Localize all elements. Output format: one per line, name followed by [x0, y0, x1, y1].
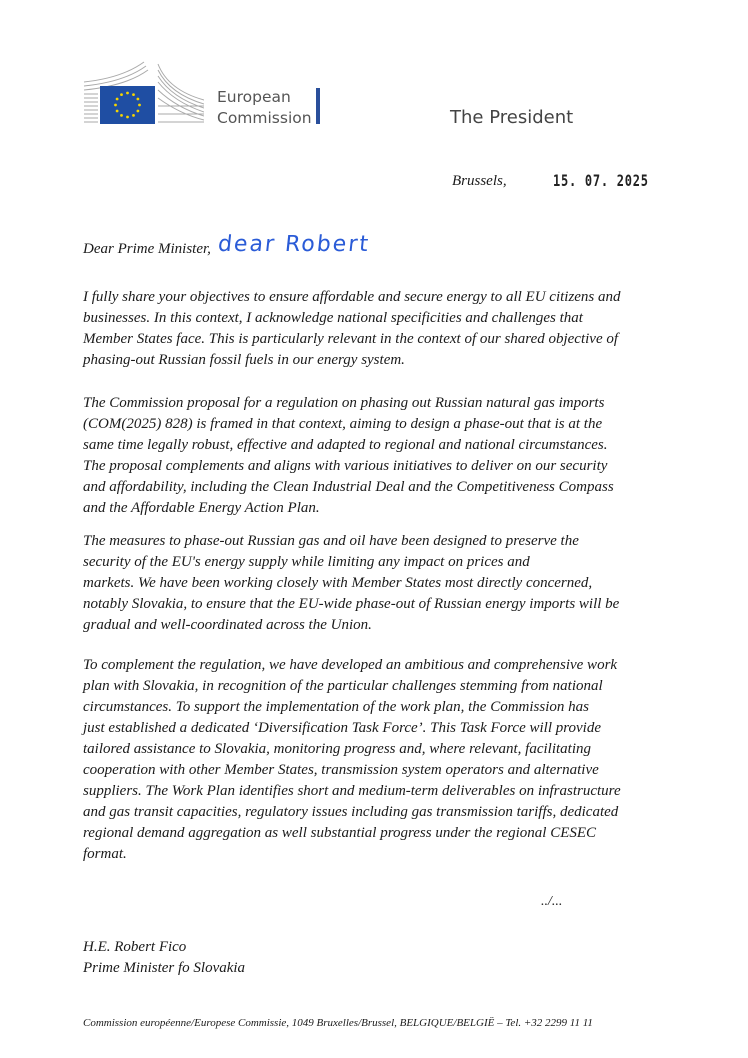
paragraph-4: To complement the regulation, we have developed an ambitious and comprehensive work plan with Slovakia, in recognition of the particular challenges stemming from national circumstances. To support the implementation of the work plan, the Commission has just established a dedicated ‘Diversification Task Force’. This Task Force will provide tailored assistance to Slovakia, monitoring progress and, where relevant, facilitating cooperation with other Member States, transmission system operators and alternative suppliers. The Work Plan identifies short and medium-term deliverables on infrastructure and gas transit capacities, regulatory issues including gas transmission tariffs, dedicated regional demand aggregation as well substantial progress under the regional CESEC format.: [83, 657, 621, 862]
organization-name: European Commission: [217, 88, 312, 127]
addressee-name: H.E. Robert Fico: [83, 939, 187, 955]
paragraph-2: The Commission proposal for a regulation on phasing out Russian natural gas imports (COM(2025) 828) is framed in that context, aiming to design a phase-out that is at the same time legally robust, effective and adapted to regional and national circumstances. The proposal complements and aligns with various initiatives to deliver on our security and affordability, including the Clean Industrial Deal and the Competitiveness Compass and the Affordable Energy Action Plan.: [83, 395, 614, 516]
sender-title: The President: [450, 107, 574, 128]
salutation: Dear Prime Minister,: [83, 241, 211, 257]
addressee: [83, 937, 245, 979]
logo-divider: [316, 88, 320, 124]
handwritten-salutation: dear Robert: [216, 232, 372, 257]
date-stamp: 15. 07. 2025: [553, 171, 649, 190]
paragraph-1: I fully share your objectives to ensure affordable and secure energy to all EU citizens and businesses. In this context, I acknowledge national specificities and challenges that Member States face. This is particularly relevant in the context of our shared objective of phasing-out Russian fossil fuels in our energy system.: [83, 289, 621, 368]
continuation-mark: ../...: [541, 894, 563, 909]
european-commission-logo: [82, 60, 204, 128]
paragraph-3: The measures to phase-out Russian gas and oil have been designed to preserve the security of the EU's energy supply while limiting any impact on prices and markets. We have been working closely with Member States most directly concerned, notably Slovakia, to ensure that the EU-wide phase-out of Russian energy imports will be gradual and well-coordinated across the Union.: [83, 533, 620, 633]
addressee-title: Prime Minister fo Slovakia: [83, 960, 246, 976]
city: Brussels,: [452, 173, 507, 189]
footer-address: Commission européenne/Europese Commissie, 1049 Bruxelles/Brussel, BELGIQUE/BELGIË – Tel. +32 2299 11 11: [83, 1017, 593, 1029]
